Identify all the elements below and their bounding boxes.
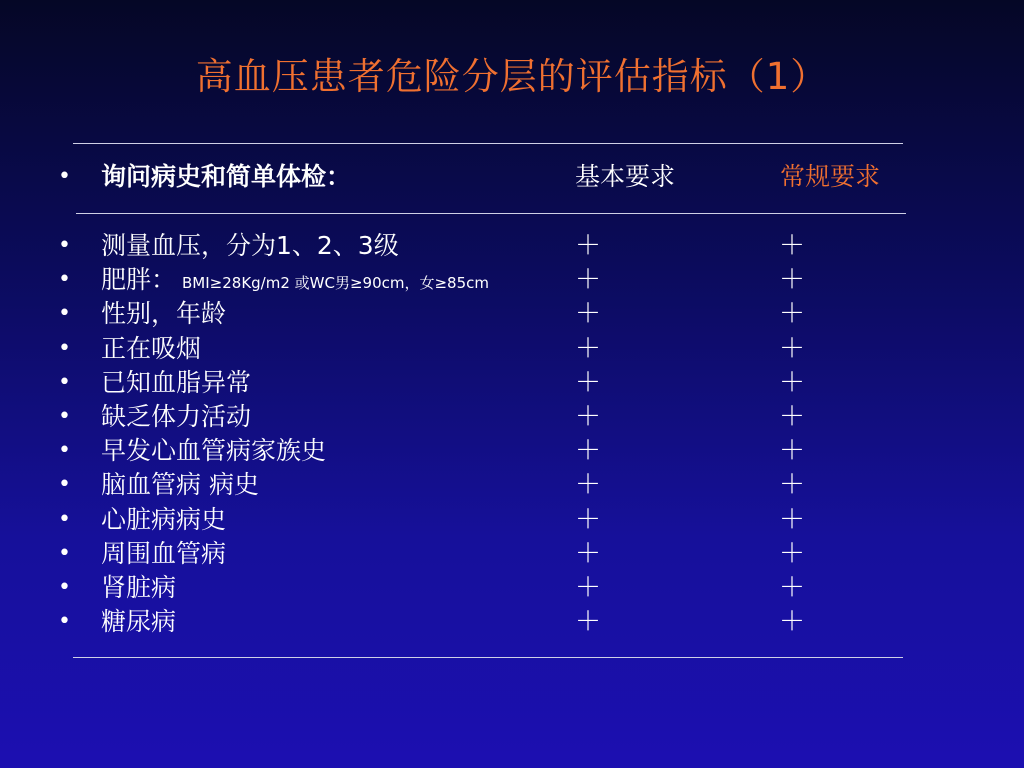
criteria-label [101,605,176,639]
criteria-label [101,229,399,263]
criteria-row [0,400,1024,434]
criteria-label-text: 心脏病病史 [101,504,227,534]
criteria-row [0,263,1024,297]
basic-requirement-mark: ＋ [574,402,601,432]
criteria-row [0,297,1024,331]
criteria-label [101,434,326,468]
criteria-note: BMI≥28Kg/m2 或WC男≥90cm，女≥85cm [182,274,489,293]
bullet: • [58,575,71,600]
criteria-label-text: 性别，年龄 [101,299,227,329]
criteria-label-text: 早发心血管病家族史 [101,436,327,466]
routine-requirement-mark: ＋ [778,402,805,432]
bullet: • [58,335,71,361]
criteria-row [0,366,1024,400]
basic-requirement-mark: ＋ [574,538,601,569]
criteria-label [101,263,489,300]
criteria-label [101,468,259,502]
criteria-row [0,537,1024,571]
criteria-row [0,332,1024,366]
criteria-label-text: 缺乏体力活动 [101,402,252,431]
criteria-row [0,434,1024,468]
bottom-divider [73,657,903,658]
criteria-label-text: 正在吸烟 [101,333,202,363]
slide-title: 高血压患者危险分层的评估指标（1） [195,55,829,98]
criteria-label-text: 周围血管病 [101,538,227,568]
bullet: • [58,404,71,429]
criteria-row [0,229,1024,263]
criteria-label [101,400,251,434]
criteria-row [0,503,1024,537]
table-header-row [0,160,1024,194]
criteria-label-text: 肾脏病 [101,573,177,602]
criteria-label [101,332,201,366]
criteria-label-text: 肥胖： [101,265,177,295]
basic-requirement-mark: ＋ [574,367,601,398]
criteria-label [101,503,226,537]
criteria-label-text: 脑血管病 病史 [101,470,259,500]
header-divider [76,213,906,214]
criteria-label [101,297,226,331]
criteria-row [0,468,1024,502]
bullet: • [58,301,71,327]
routine-requirement-mark: ＋ [778,333,805,364]
criteria-row [0,605,1024,639]
bullet: • [58,267,71,293]
routine-requirement-mark: ＋ [778,436,805,467]
criteria-label [101,537,226,571]
criteria-label-text: 测量血压，分为1、2、3级 [101,231,399,260]
basic-requirement-mark: ＋ [574,573,601,603]
basic-requirement-mark: ＋ [574,470,601,501]
routine-requirement-mark: ＋ [778,573,805,603]
bullet: • [58,233,71,258]
criteria-label-text: 糖尿病 [101,607,177,637]
bullet: • [58,472,71,498]
routine-requirement-mark: ＋ [778,470,805,501]
bullet: • [58,506,71,532]
basic-requirement-mark: ＋ [574,504,601,535]
basic-requirement-mark: ＋ [574,607,601,638]
routine-requirement-mark: ＋ [778,367,805,398]
bullet: • [58,438,71,464]
routine-requirement-mark: ＋ [778,231,805,261]
basic-requirement-mark: ＋ [574,333,601,364]
column-header-routine: 常规要求 [780,162,881,191]
top-divider [73,143,903,144]
routine-requirement-mark: ＋ [778,299,805,330]
criteria-row [0,571,1024,605]
criteria-label [101,366,251,400]
basic-requirement-mark: ＋ [574,436,601,467]
routine-requirement-mark: ＋ [778,504,805,535]
basic-requirement-mark: ＋ [574,231,601,261]
routine-requirement-mark: ＋ [778,538,805,569]
bullet: • [58,369,71,395]
routine-requirement-mark: ＋ [778,265,805,296]
bullet: • [58,609,71,635]
routine-requirement-mark: ＋ [778,607,805,638]
bullet: • [58,540,71,566]
header-label: 询问病史和简单体检： [101,162,352,191]
column-header-basic: 基本要求 [575,162,676,191]
criteria-label [101,571,176,605]
basic-requirement-mark: ＋ [574,299,601,330]
criteria-label-text: 已知血脂异常 [101,367,252,397]
bullet: • [58,164,71,189]
basic-requirement-mark: ＋ [574,265,601,296]
